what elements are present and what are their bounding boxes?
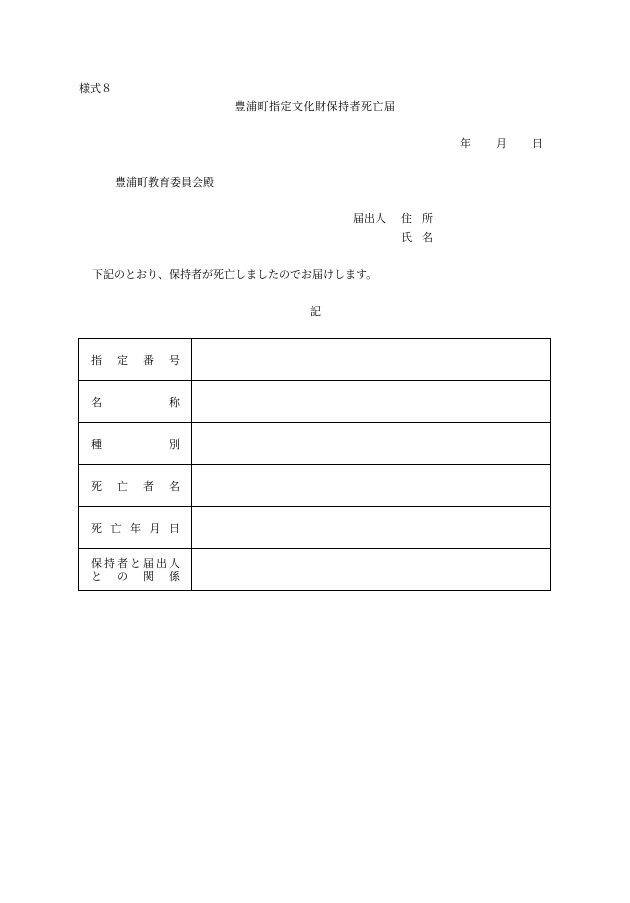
value-cell[interactable] — [192, 465, 551, 507]
row-label: 指 定 番 号 — [91, 353, 180, 367]
table-row — [79, 507, 551, 549]
row-label: 死 亡 者 名 — [91, 479, 180, 493]
form-table — [78, 338, 551, 591]
form-number: 様式８ — [79, 82, 112, 95]
label-cell — [79, 507, 192, 549]
date-day-label: 日 — [532, 137, 543, 150]
recipient: 豊浦町教育委員会殿 — [115, 176, 214, 189]
table-row — [79, 381, 551, 423]
table-row — [79, 339, 551, 381]
name-label: 氏名 — [401, 231, 443, 244]
address-label: 住所 — [401, 212, 443, 225]
row-label — [79, 549, 191, 590]
date-month-label: 月 — [496, 137, 507, 150]
row-label-line2: と の 関 係 — [91, 569, 180, 583]
value-cell[interactable] — [192, 423, 551, 465]
table-row — [79, 423, 551, 465]
row-label: 死 亡 年 月 日 — [91, 521, 180, 535]
table-row — [79, 549, 551, 591]
date-year-label: 年 — [460, 137, 471, 150]
value-cell[interactable] — [192, 339, 551, 381]
label-cell — [79, 423, 192, 465]
document-title: 豊浦町指定文化財保持者死亡届 — [234, 100, 396, 113]
row-label: 種 別 — [91, 437, 180, 451]
label-cell — [79, 381, 192, 423]
value-cell[interactable] — [192, 381, 551, 423]
ki-heading: 記 — [310, 305, 321, 318]
applicant-label: 届出人 — [353, 212, 386, 225]
label-cell — [79, 339, 192, 381]
value-cell[interactable] — [192, 507, 551, 549]
value-cell[interactable] — [192, 549, 551, 591]
label-cell — [79, 549, 192, 591]
body-text: 下記のとおり、保持者が死亡しましたのでお届けします。 — [92, 268, 378, 281]
table-row — [79, 465, 551, 507]
row-label: 名 称 — [91, 395, 180, 409]
row-label-line1: 保 持 者 と 届 出 人 — [91, 556, 180, 570]
label-cell — [79, 465, 192, 507]
